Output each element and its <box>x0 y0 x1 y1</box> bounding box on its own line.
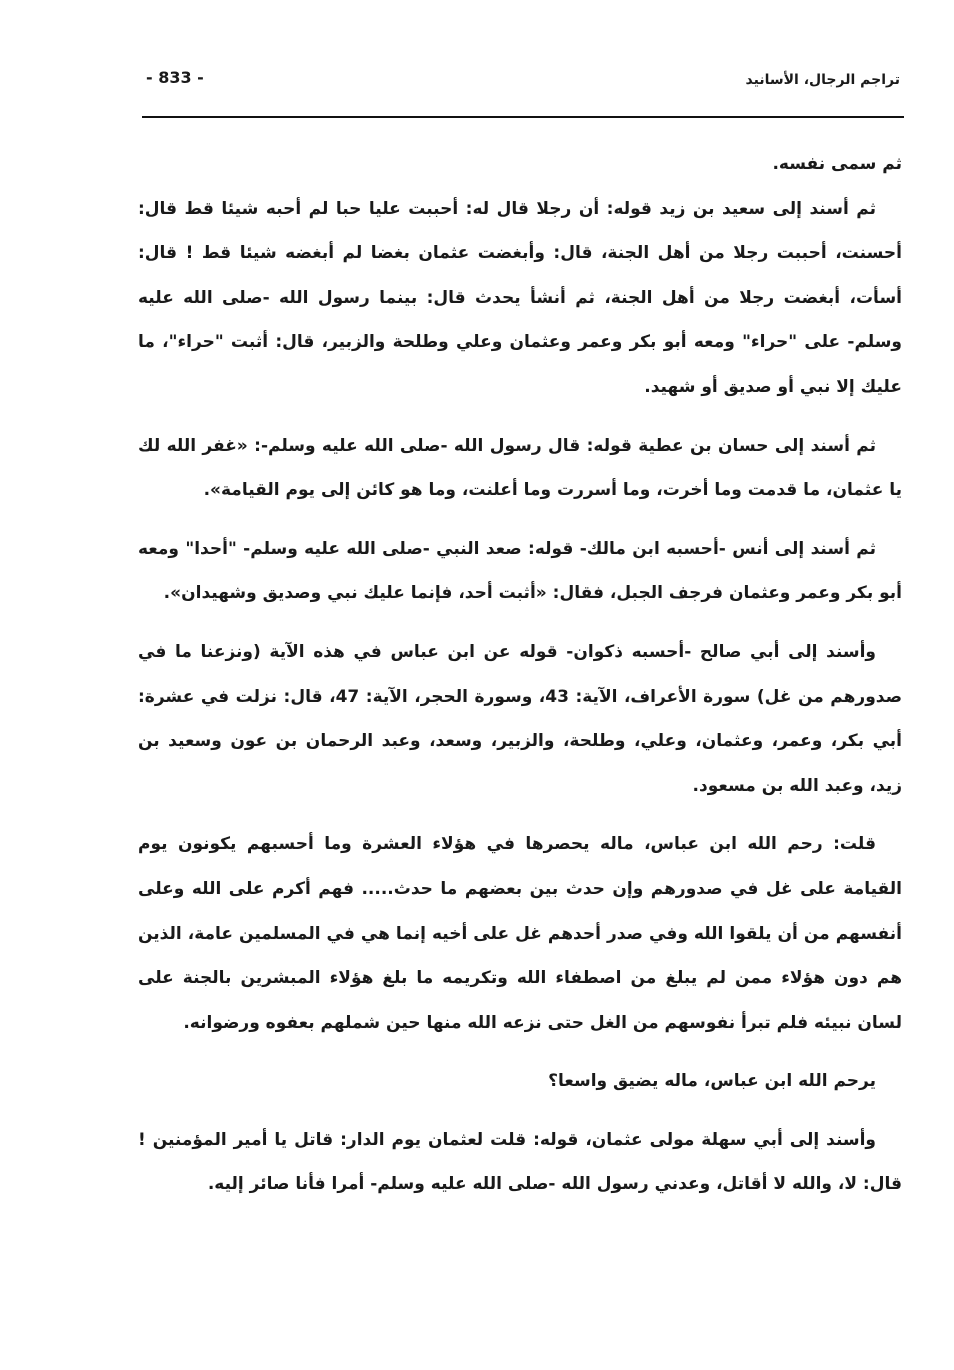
paragraph: وأسند إلى أبي سهلة مولى عثمان، قوله: قلت لعثمان يوم الدار: قاتل يا أمير المؤمنين ! قال: لا، والله لا أقاتل، وعدني رسول الله -صلى الله عليه وسلم- أمرا فأنا صائر إليه. <box>138 1129 902 1195</box>
page-header <box>142 62 900 112</box>
paragraph: ثم أسند إلى سعيد بن زيد قوله: أن رجلا قال له: أحببت عليا حبا لم أحبه شيئا قط قال: أحسنت، أحببت رجلا من أهل الجنة، قال: وأبغضت عثمان بغضا لم أبغضه شيئا قط ! قال: أسأت، أبغضت رجلا من أهل الجنة، ثم أنشأ يحدث قال: بينما رسول الله -صلى الله عليه وسلم- على "حراء" ومعه أبو بكر وعمر وعثمان وعلي وطلحة والزبير، قال: أثبت "حراء"، ما عليك إلا نبي أو صديق أو شهيد. <box>138 198 902 397</box>
paragraph: يرحم الله ابن عباس، ماله يضيق واسعا؟ <box>548 1071 876 1092</box>
body-text <box>138 142 902 1207</box>
header-rule <box>142 116 904 118</box>
paragraph: ثم سمى نفسه. <box>772 154 902 174</box>
paragraph: ثم أسند إلى أنس -أحسبه ابن مالك- قوله: صعد النبي -صلى الله عليه وسلم- "أحدا" ومعه أبو بكر وعمر وعثمان فرجف الجبل، فقال: «أثبت أحد، فإنما عليك نبي وصديق وشهيدان». <box>138 538 902 604</box>
paragraph: وأسند إلى أبي صالح -أحسبه ذكوان- قوله عن ابن عباس في هذه الآية (ونزعنا ما في صدورهم من غل) سورة الأعراف، الآية: 43، وسورة الحجر، الآية: 47، قال: نزلت في عشرة: أبي بكر، وعمر، وعثمان، وعلي، وطلحة، والزبير، وسعد، وعبد الرحمان بن عون وسعيد بن زيد، وعبد الله بن مسعود. <box>138 641 903 796</box>
page-number: - 833 - <box>146 68 204 87</box>
running-title: تراجم الرجال، الأسانيد <box>745 72 900 88</box>
paragraph: قلت: رحم الله ابن عباس، ماله يحصرها في هؤلاء العشرة وما أحسبهم يكونون يوم القيامة على غل في صدورهم وإن حدث بين بعضهم ما حدث..... فهم أكرم على الله وعلى أنفسهم من أن يلقوا الله وفي صدر أحدهم غل على أخيه إنما هي في المسلمين عامة، الذين هم دون هؤلاء ممن لم يبلغ من اصطفاء الله وتكريمه ما بلغ هؤلاء المبشرين بالجنة على لسان نبيئه فلم تبرأ نفوسهم من الغل حتى نزعه الله منها حين شملهم بعفوه ورضوانه. <box>138 834 902 1033</box>
paragraph: ثم أسند إلى حسان بن عطية قوله: قال رسول الله -صلى الله عليه وسلم-: «غفر الله لك يا عثمان، ما قدمت وما أخرت، وما أسررت وما أعلنت، وما هو كائن إلى يوم القيامة». <box>138 435 902 501</box>
